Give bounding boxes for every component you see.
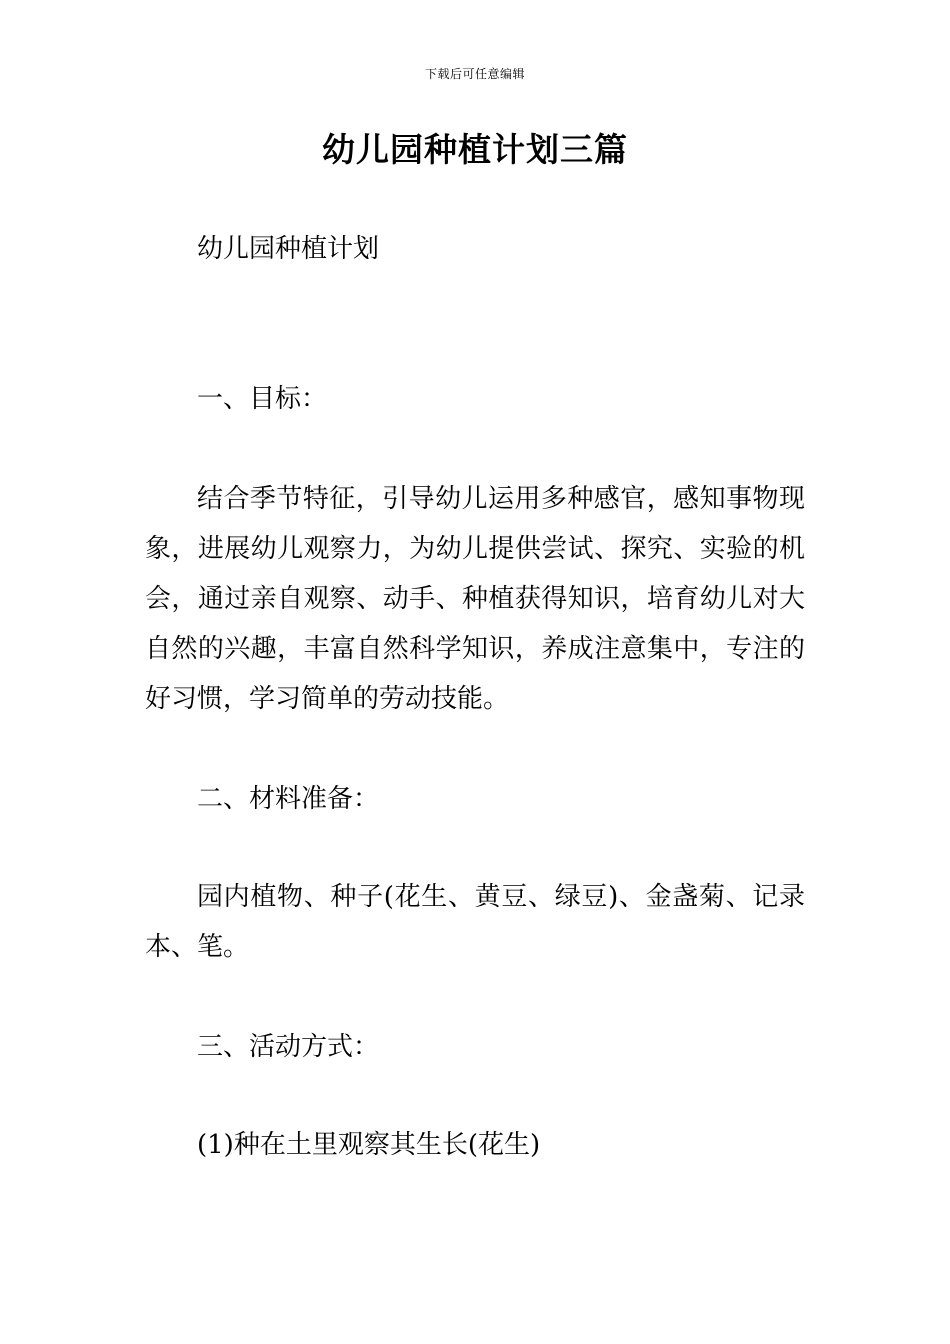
document-subtitle: 幼儿园种植计划 (197, 234, 380, 264)
document-title: 幼儿园种植计划三篇 (322, 130, 628, 169)
section-heading-activity: 三、活动方式： (197, 1032, 380, 1062)
section-heading-goals: 一、目标： (197, 384, 328, 414)
header-note: 下载后可任意编辑 (424, 67, 525, 81)
section-body-activity: (1)种在土里观察其生长(花生) (197, 1130, 541, 1160)
section-body-materials: 园内植物、种子(花生、黄豆、绿豆)、金盏菊、记录本、笔。 (145, 882, 805, 962)
section-heading-materials: 二、材料准备： (197, 784, 380, 814)
section-body-goals: 结合季节特征，引导幼儿运用多种感官，感知事物现象，进展幼儿观察力，为幼儿提供尝试、探究、实验的机会，通过亲自观察、动手、种植获得知识，培育幼儿对大自然的兴趣，丰富自然科学知识，养成注意集中，专注的好习惯，学习简单的劳动技能。 (145, 484, 805, 714)
